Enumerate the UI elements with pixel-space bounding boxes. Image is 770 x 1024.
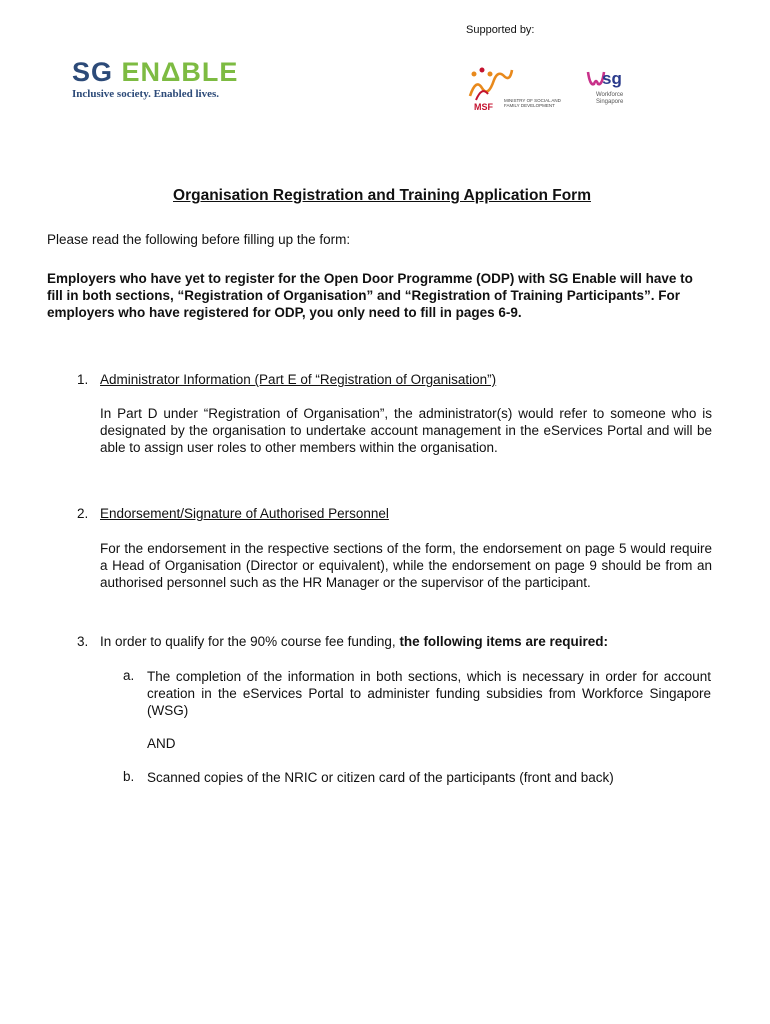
msf-logo: [464, 66, 564, 116]
sg-enable-tagline: Inclusive society. Enabled lives.: [72, 88, 219, 100]
item-3-and-text: AND: [147, 736, 176, 751]
sg-enable-wordmark: [72, 58, 238, 86]
msf-ministry-name: MINISTRY OF SOCIAL AND FAMILY DEVELOPMENT: [504, 98, 561, 108]
item-3a-text: The completion of the information in both sections, which is necessary in order for account creation in the eServices Portal to administer funding subsidies from Workforce Singapore (WSG): [147, 669, 711, 718]
item-2-heading: Endorsement/Signature of Authorised Personnel: [100, 506, 389, 521]
wsg-abbr: sg: [602, 69, 622, 88]
item-1-heading: Administrator Information (Part E of “Registration of Organisation”): [100, 372, 497, 387]
sg-enable-wordmark-enable: ENΔBLE: [121, 57, 239, 87]
msf-abbr: MSF: [474, 102, 493, 112]
wsg-name-line1: Workforce: [596, 92, 624, 98]
form-title: Organisation Registration and Training Application Form: [173, 187, 591, 204]
item-2-body: For the endorsement in the respective sections of the form, the endorsement on page 5 would require a Head of Organisation (Director or equivalent), while the endorsement on page 9 should be from an authorised personnel such as the HR Manager or the supervisor of the participant.: [100, 541, 712, 590]
item-3b-text: Scanned copies of the NRIC or citizen card of the participants (front and back): [147, 770, 614, 785]
item-1-number: 1.: [77, 372, 89, 387]
item-3-heading-plain: In order to qualify for the 90% course fee funding,: [100, 634, 400, 649]
sg-enable-logo: [72, 58, 238, 100]
msf-figures-icon: [466, 66, 518, 102]
item-3b-letter: b.: [123, 769, 135, 784]
item-3a-letter: a.: [123, 668, 135, 683]
item-1-body: In Part D under “Registration of Organisation”, the administrator(s) would refer to someone who is designated by the organisation to undertake account management in the eServices Portal and will be able to assign user roles to other members within the organisation.: [100, 406, 712, 455]
item-3-heading: [100, 634, 608, 649]
sg-enable-wordmark-sg: SG: [72, 57, 122, 87]
supported-by-label: Supported by:: [466, 24, 535, 36]
wsg-name-line2: Singapore: [596, 99, 624, 105]
wsg-logo: [586, 68, 646, 112]
item-2-number: 2.: [77, 506, 89, 521]
intro-text: Please read the following before filling up the form:: [47, 232, 351, 247]
bold-notice: Employers who have yet to register for the Open Door Programme (ODP) with SG Enable will have to fill in both sections, “Registration of Organisation” and “Registration of Training Participants”. For employers who have registered for ODP, you only need to fill in pages 6-9.: [47, 271, 693, 320]
item-3-heading-bold: the following items are required:: [399, 634, 608, 649]
item-3-number: 3.: [77, 634, 89, 649]
wsg-name: [596, 92, 623, 106]
